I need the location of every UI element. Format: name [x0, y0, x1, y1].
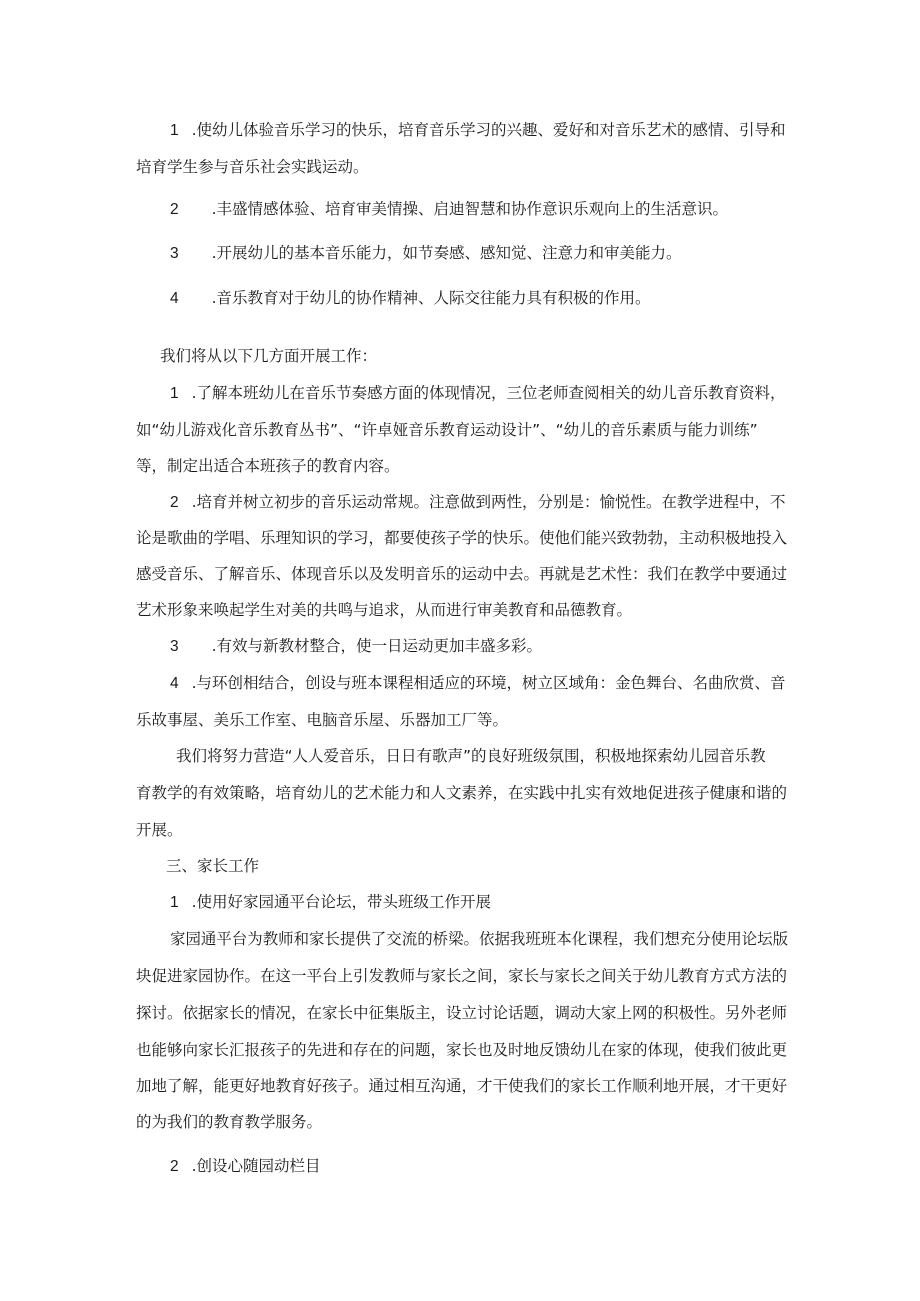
- work-number: 1: [170, 385, 179, 402]
- parent-paragraph-line-4: 也能够向家长汇报孩子的先进和存在的问题，家长也及时地反馈幼儿在家的体现，使我们彼此更: [136, 1041, 788, 1059]
- summary-line-3: 开展。: [136, 821, 183, 839]
- parent-text: .创设心随园动栏目: [191, 1157, 321, 1175]
- goal-number: 2: [170, 201, 179, 218]
- work-number: 4: [170, 675, 179, 692]
- parent-paragraph-line-3: 探讨。依据家长的情况，在家长中征集版主，设立讨论话题，调动大家上网的积极性。另外老师: [136, 1004, 788, 1022]
- work-item-3: [170, 636, 542, 657]
- parent-paragraph-line-2: 块促进家园协作。在这一平台上引发教师与家长之间，家长与家长之间关于幼儿教育方式方法的: [136, 967, 788, 985]
- work-text: .了解本班幼儿在音乐节奏感方面的体现情况，三位老师查阅相关的幼儿音乐教育资料，: [191, 384, 786, 402]
- parent-number: 1: [170, 894, 179, 911]
- goal-text: .使幼儿体验音乐学习的快乐，培育音乐学习的兴趣、爱好和对音乐艺术的感情、引导和: [191, 121, 786, 139]
- work-item-1-line-3: 等，制定出适合本班孩子的教育内容。: [136, 457, 400, 475]
- summary-line-2: 育教学的有效策略，培育幼儿的艺术能力和人文素养，在实践中扎实有效地促进孩子健康和谐的: [136, 784, 788, 802]
- parent-paragraph-line-1: 家园通平台为教师和家长提供了交流的桥梁。依据我班班本化课程，我们想充分使用论坛版: [170, 930, 789, 948]
- parent-item-2: [170, 1156, 321, 1177]
- goal-item-3: [170, 243, 682, 264]
- goal-item-4: [170, 288, 651, 309]
- work-item-4: [170, 673, 786, 694]
- goal-text: .音乐教育对于幼儿的协作精神、人际交往能力具有积极的作用。: [211, 289, 651, 307]
- work-item-2-line-3: 感受音乐、了解音乐、体现音乐以及发明音乐的运动中去。再就是艺术性：我们在教学中要通过: [136, 565, 788, 583]
- goal-number: 3: [170, 245, 179, 262]
- goal-item-2: [170, 199, 728, 220]
- parent-paragraph-line-5: 加地了解，能更好地教育好孩子。通过相互沟通，才干使我们的家长工作顺利地开展，才干更好: [136, 1077, 788, 1095]
- parent-item-1: [170, 892, 491, 913]
- work-intro: 我们将从以下几方面开展工作：: [160, 347, 378, 365]
- parent-number: 2: [170, 1158, 179, 1175]
- work-item-2-line-2: 论是歌曲的学唱、乐理知识的学习，都要使孩子学的快乐。使他们能兴致勃勃，主动积极地投入: [136, 529, 788, 547]
- work-item-1-line-2: 如“幼儿游戏化音乐教育丛书”、“许卓娅音乐教育运动设计”、“幼儿的音乐素质与能力训练”: [136, 421, 758, 439]
- goal-number: 4: [170, 290, 179, 307]
- work-text: .有效与新教材整合，使一日运动更加丰盛多彩。: [211, 637, 542, 655]
- work-number: 3: [170, 638, 179, 655]
- section-title: 三、家长工作: [166, 857, 260, 875]
- parent-paragraph-line-6: 的为我们的教育教学服务。: [136, 1113, 323, 1131]
- work-text: .与环创相结合，创设与班本课程相适应的环境，树立区域角：金色舞台、名曲欣赏、音: [191, 674, 786, 692]
- work-text: .培育并树立初步的音乐运动常规。注意做到两性，分别是：愉悦性。在教学进程中，不: [191, 493, 786, 511]
- work-item-2-line-4: 艺术形象来唤起学生对美的共鸣与追求，从而进行审美教育和品德教育。: [136, 601, 633, 619]
- work-item-2: [170, 492, 786, 513]
- work-number: 2: [170, 494, 179, 511]
- goal-text: .丰盛情感体验、培育审美情操、启迪智慧和协作意识乐观向上的生活意识。: [211, 200, 728, 218]
- goal-item-1: [170, 120, 786, 141]
- parent-text: .使用好家园通平台论坛，带头班级工作开展: [191, 893, 491, 911]
- work-item-4-line-2: 乐故事屋、美乐工作室、电脑音乐屋、乐器加工厂等。: [136, 711, 509, 729]
- goal-text: .开展幼儿的基本音乐能力，如节奏感、感知觉、注意力和审美能力。: [211, 244, 682, 262]
- goal-number: 1: [170, 122, 179, 139]
- work-item-1: [170, 383, 786, 404]
- goal-item-1-continuation: 培育学生参与音乐社会实践运动。: [136, 158, 369, 176]
- summary-line-1: 我们将努力营造“人人爱音乐，日日有歌声”的良好班级氛围，积极地探索幼儿园音乐教: [176, 747, 766, 765]
